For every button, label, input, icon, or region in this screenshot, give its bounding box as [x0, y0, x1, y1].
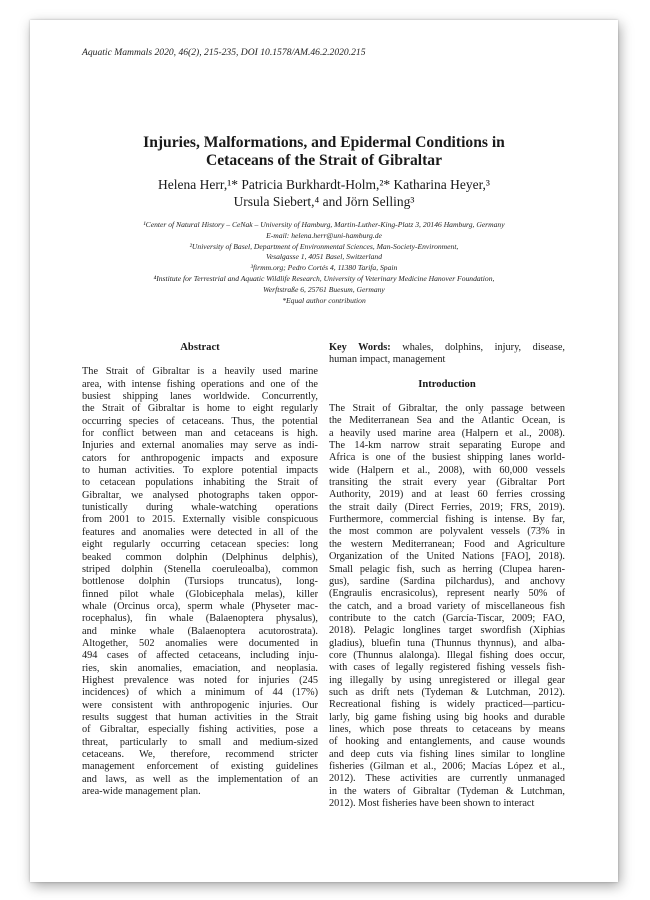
text-line: Injuries and external anomalies may serve as indi- — [82, 440, 318, 452]
text-line: 2012). Most fisheries have been shown to interact — [329, 798, 535, 810]
keywords-line — [329, 342, 565, 354]
text-line: gus), sardine (Sardina pilchardus), and anchovy — [329, 575, 565, 587]
text-line: to human activities. To explore potential impacts — [82, 465, 318, 477]
text-line: threat, particularly to small and medium-sized — [82, 736, 318, 748]
text-line: from 2001 to 2015. Externally visible conspicuous — [82, 514, 318, 526]
text-line: Organization of the United Nations [FAO], 2018). — [329, 551, 565, 563]
affiliation-line: Vesalgasse 1, 4051 Basel, Switzerland — [265, 252, 382, 262]
right-column — [329, 342, 565, 810]
text-line: 2018). Pelagic longlines target swordfish (Xiphias — [329, 625, 565, 637]
affiliation-line: E-mail: helena.herr@uni-hamburg.de — [266, 230, 382, 240]
text-line: and minke whale (Balaenoptera acutorostrata). — [82, 625, 318, 637]
text-line: the most common are polyvalent vessels (73% in — [329, 526, 565, 538]
affiliation-line: ²University of Basel, Department of Environmental Sciences, Man-Society-Environment, — [189, 241, 459, 251]
text-line: 2012). These activities are currently unmanaged — [329, 773, 565, 785]
text-line: 494 cases of affected cetaceans, including inju- — [82, 650, 318, 662]
affiliation-line: Werftstraße 6, 25761 Buesum, Germany — [263, 284, 385, 294]
text-line: features and anomalies were detected in all of the — [82, 526, 318, 538]
affiliation-line: ¹Center of Natural History – CeNak – University of Hamburg, Martin-Luther-King-Platz 3, 20146 Hamburg, Germany — [143, 220, 505, 229]
text-line: with cases of legally registered fishing vessels fish- — [329, 662, 565, 674]
text-line: area-wide management plan. — [82, 786, 201, 798]
text-line: gladius), bluefin tuna (Thunnus thynnus), and alba- — [329, 637, 565, 649]
text-line: incidences) of which a minimum of 44 (17%) — [82, 687, 318, 699]
author-line: Helena Herr,¹* Patricia Burkhardt-Holm,²* Katharina Heyer,³ — [158, 177, 490, 192]
title-line: Injuries, Malformations, and Epidermal Conditions in — [143, 134, 505, 151]
text-line: Africa is one of the busiest shipping lanes world- — [329, 452, 565, 464]
text-line: ing illegally by using unregistered or illegal gear — [329, 674, 565, 686]
author-list — [30, 177, 618, 210]
text-line: and deep cuts via fishing lines similar to longline — [329, 748, 565, 760]
paper-title — [30, 134, 618, 170]
text-line: Altogether, 502 anomalies were documented in — [82, 637, 318, 649]
text-line: Recreational fishing is widely practiced—particu- — [329, 699, 565, 711]
text-line: tunistically during whale-watching operations — [82, 502, 318, 514]
affiliation-line: ³firmm.org; Pedro Cortés 4, 11380 Tarifa, Spain — [250, 263, 398, 273]
text-line: the strait daily (Direct Ferries, 2019; FRS, 2019). — [329, 501, 565, 513]
text-line: The Strait of Gibraltar is a heavily used marine — [82, 366, 318, 378]
text-line: of hooking and entanglements, and cause wounds — [329, 736, 565, 748]
text-line: Highest prevalence was noted for injuries (245 — [82, 674, 318, 686]
affiliation-line: *Equal author contribution — [282, 295, 366, 305]
text-line: the Mediterranean Sea and the Atlantic Ocean, is — [329, 415, 565, 427]
paper-page — [30, 20, 618, 882]
keywords — [329, 342, 565, 367]
text-line: Furthermore, commercial fishing is intense. By far, — [329, 514, 565, 526]
text-line: finned pilot whale (Globicephala melas), killer — [82, 588, 318, 600]
text-line: Authority, 2019) and at least 60 ferries crossing — [329, 489, 565, 501]
text-line: in the waters of Gibraltar (Tydeman & Lutchman, — [329, 785, 565, 797]
text-line: core (Thunnus alalonga). Illegal fishing does occur, — [329, 649, 565, 661]
text-line: beaked common dolphin (Delphinus delphis), — [82, 551, 318, 563]
text-line: were consistent with anthropogenic injuries. Our — [82, 699, 318, 711]
keywords-label: Key Words: — [329, 342, 391, 353]
text-line: striped dolphin (Stenella coeruleoalba), common — [82, 563, 318, 575]
abstract-column — [82, 342, 318, 798]
text-line: Small pelagic fish, such as herring (Clupea haren- — [329, 563, 565, 575]
text-line: fisheries (Gilman et al., 2006; Macías López et al., — [329, 761, 565, 772]
text-line: a heavily used marine area (Halpern et al., 2008). — [329, 427, 565, 439]
text-line: for conflict between man and cetaceans is high. — [82, 428, 318, 440]
text-line: wide (Halpern et al., 2008), with 60,000 vessels — [329, 464, 565, 476]
abstract-body — [82, 366, 318, 798]
abstract-heading: Abstract — [180, 342, 220, 353]
text-line: ries, skin anomalies, emaciation, and neoplasia. — [82, 662, 318, 674]
text-line: occurring species of cetaceans. Thus, the potential — [82, 415, 318, 427]
title-line: Cetaceans of the Strait of Gibraltar — [205, 152, 442, 169]
text-line: The Strait of Gibraltar, the only passage between — [329, 403, 565, 415]
text-line: and laws, as well as the implementation of an — [82, 773, 318, 785]
text-line: bottlenose dolphin (Tursiops truncatus), long- — [82, 576, 318, 588]
text-line: larly, big game fishing using big hooks and durable — [329, 711, 565, 723]
text-line: area, with intense fishing operations and one of the — [82, 378, 318, 390]
text-line: whale (Orcinus orca), sperm whale (Physeter mac- — [82, 600, 318, 612]
text-line: contribute to the catch (García-Tiscar, 2009; FAO, — [329, 612, 565, 624]
keywords-line: human impact, management — [329, 354, 446, 366]
text-line: busiest shipping lanes worldwide. Concurrently, — [82, 391, 318, 403]
text-line: management enforcement of existing guidelines — [82, 761, 318, 773]
text-line: of Gibraltar, especially fishing activities, pose a — [82, 724, 318, 736]
keywords-text: whales, dolphins, injury, disease, — [390, 342, 565, 353]
text-line: (Engraulis encrasicolus), represent nearly 50% of — [329, 588, 565, 600]
text-line: such as drift nets (Tydeman & Lutchman, 2012). — [329, 686, 565, 698]
text-line: The 14-km narrow strait separating Europe and — [329, 440, 565, 452]
introduction-heading: Introduction — [418, 378, 476, 390]
text-line: the catch, and a broad variety of miscellaneous fish — [329, 600, 565, 612]
introduction-body — [329, 403, 565, 810]
text-line: lines, which pose threats to cetaceans by means — [329, 723, 565, 735]
text-line: to cetacean populations inhabiting the Strait of — [82, 477, 318, 489]
text-line: cetaceans. We, therefore, recommend stricter — [82, 749, 318, 760]
text-line: rocephalus), fin whale (Balaenoptera physalus), — [82, 613, 318, 625]
running-head: Aquatic Mammals 2020, 46(2), 215-235, DOI 10.1578/AM.46.2.2020.215 — [82, 47, 366, 58]
text-line: cators for anthropogenic impacts and exposure — [82, 452, 318, 464]
author-line: Ursula Siebert,⁴ and Jörn Selling³ — [233, 193, 415, 209]
text-line: Gibraltar, we analysed photographs taken oppor- — [82, 489, 318, 501]
text-line: the western Mediterranean; Food and Agriculture — [329, 538, 565, 550]
text-line: eight regularly occurring cetacean species: long — [82, 539, 318, 551]
affiliations — [30, 220, 618, 306]
text-line: transiting the strait every year (Gibraltar Port — [329, 477, 565, 489]
affiliation-line: ⁴Institute for Terrestrial and Aquatic Wildlife Research, University of Veterinary Medicine Hanover Foundation, — [153, 273, 495, 283]
text-line: results suggest that human activities in the Strait — [82, 711, 318, 723]
text-line: the Strait of Gibraltar is home to eight regularly — [82, 403, 318, 415]
